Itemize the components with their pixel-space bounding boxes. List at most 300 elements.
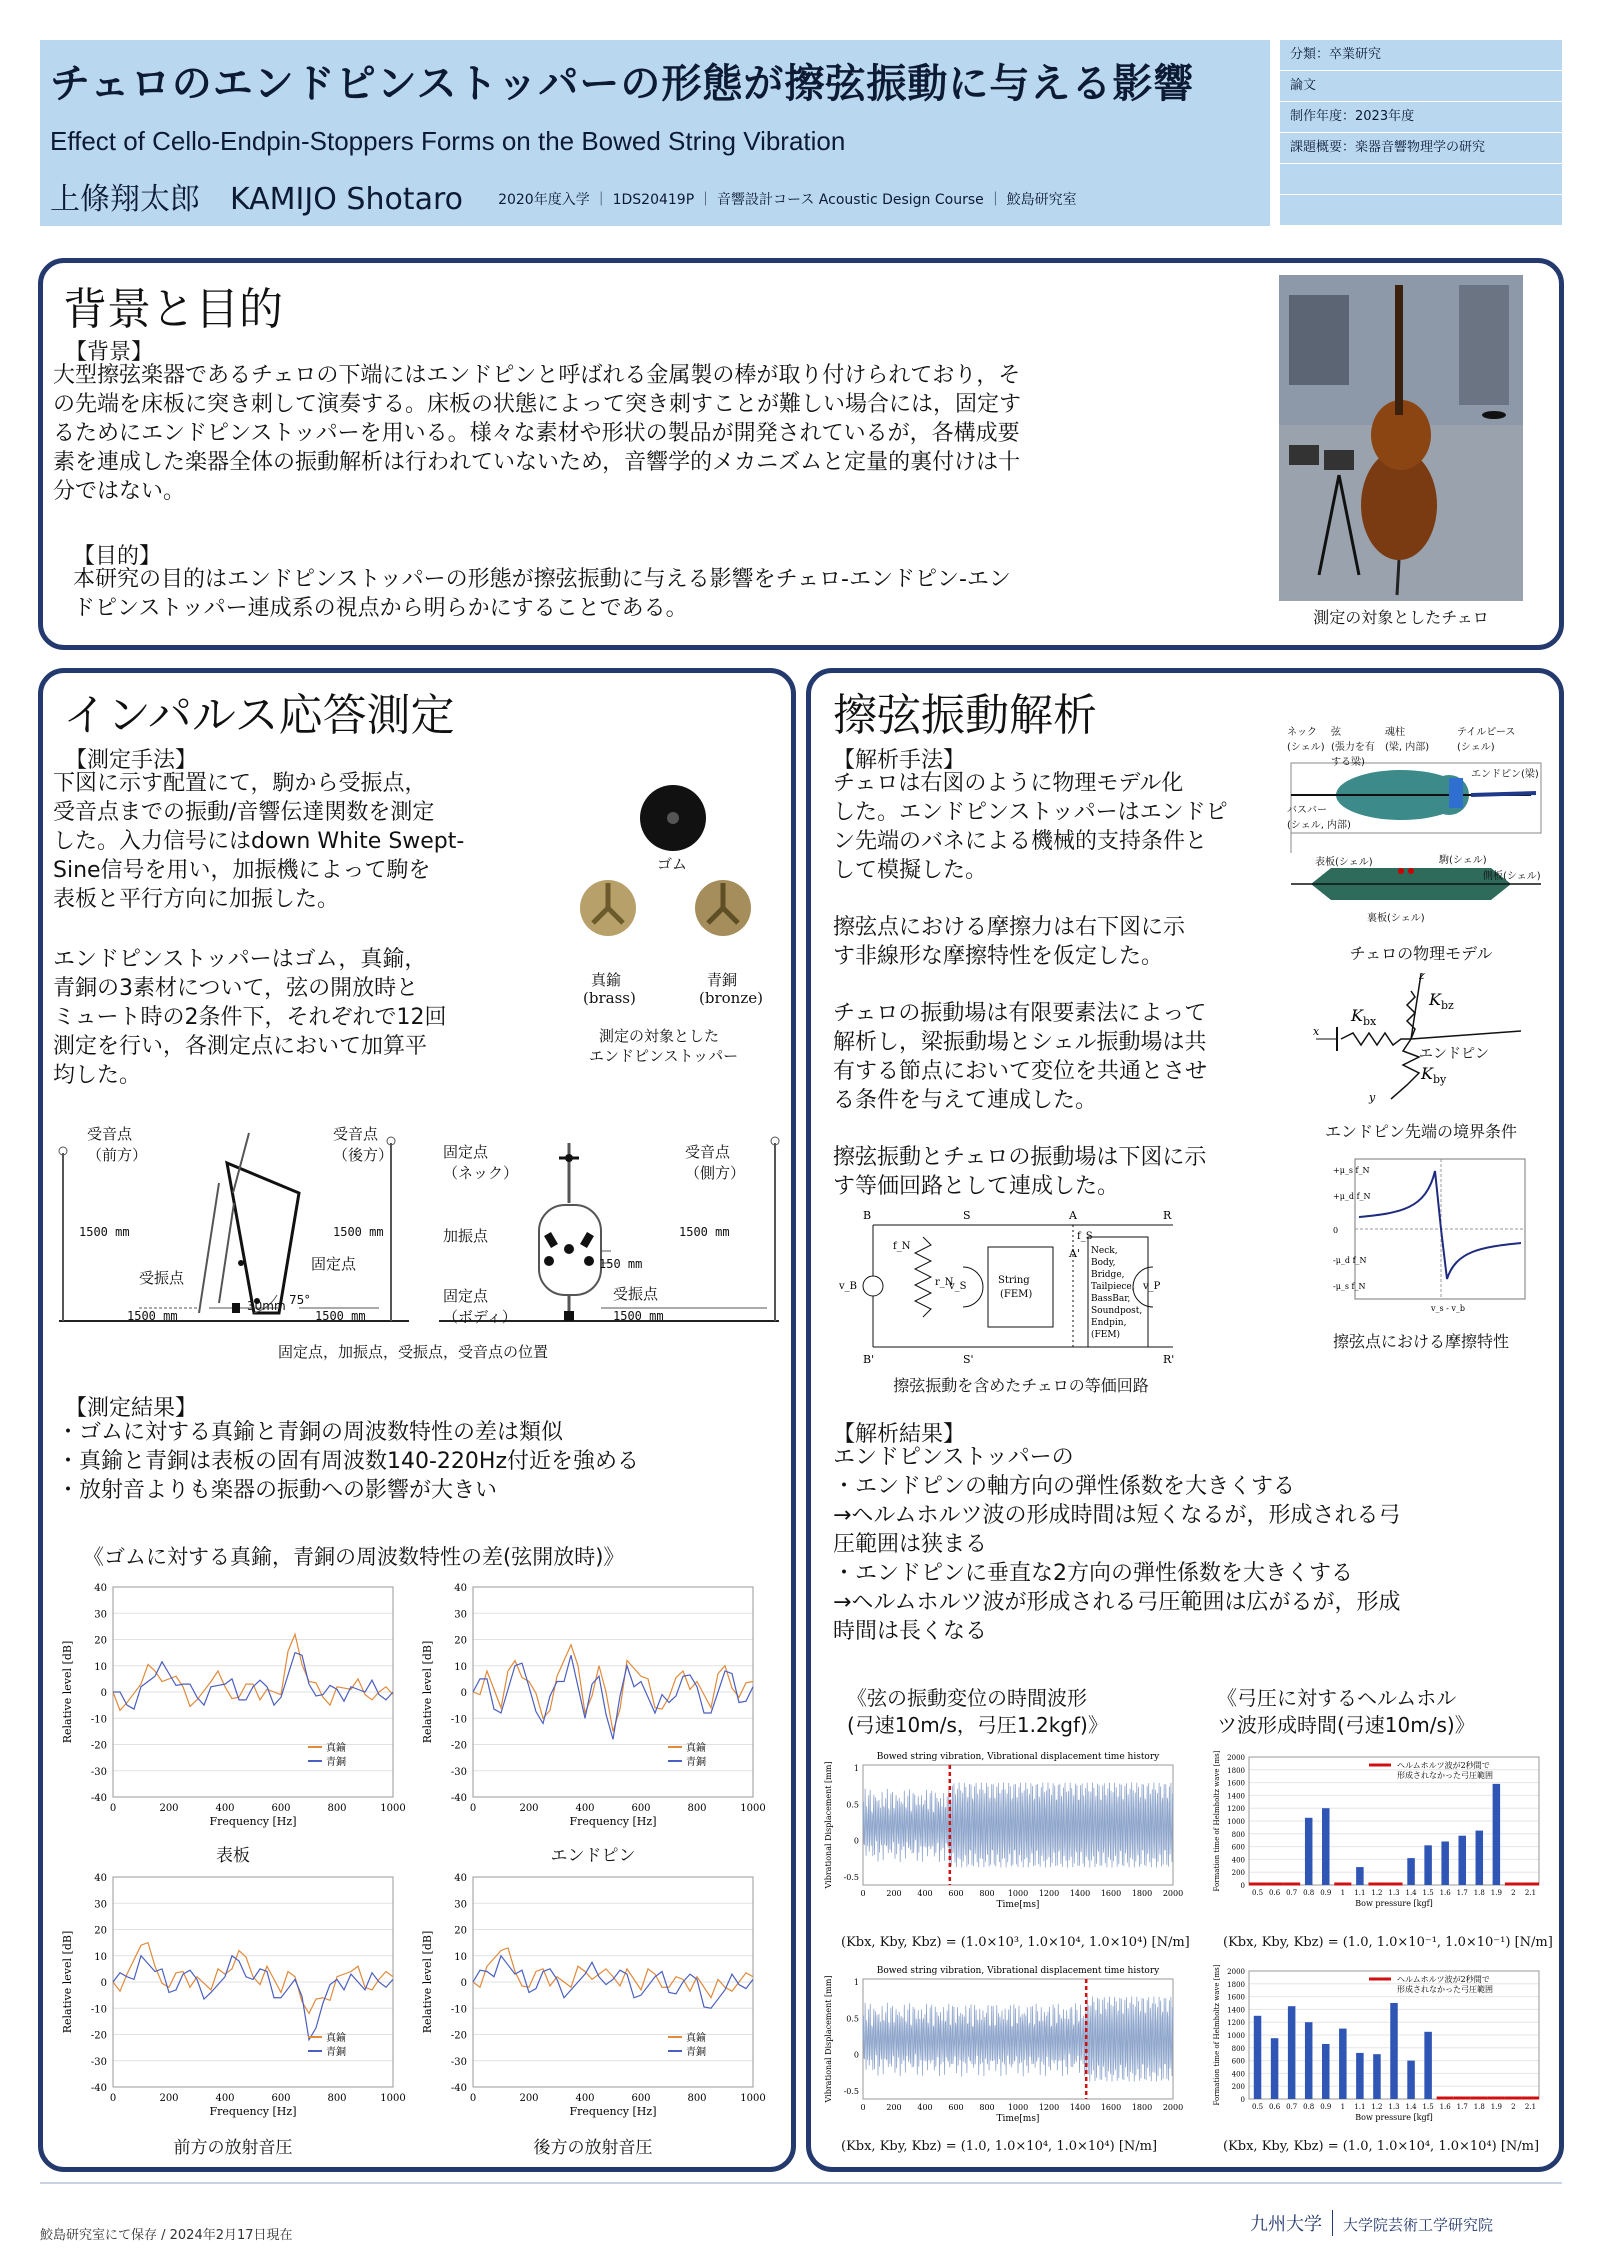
wave-title: Bowed string vibration, Vibrational displacement time history [876,1966,1160,1976]
x-tick-label: 0 [860,1889,866,1898]
svg-text:String: String [998,1275,1030,1286]
x-tick-label: 400 [215,1803,235,1814]
x-axis-label: Frequency [Hz] [569,1815,657,1828]
bowing-panel [806,668,1564,2172]
bar [1424,2032,1432,2099]
bar [1390,2003,1398,2099]
y-tick-label: 0.5 [846,2014,859,2024]
x-tick-label: 200 [519,2093,539,2104]
y-tick-label: 1200 [1227,2019,1245,2028]
x-tick-label: 1.9 [1490,2103,1502,2111]
chart-caption-front-sound: 前方の放射音圧 [173,2138,293,2158]
chart-back-sound [413,1869,766,2133]
dist-d-label: 1500 mm [127,1309,178,1323]
y-tick-label: -40 [90,1793,107,1804]
x-tick-label: 1400 [1069,1889,1091,1898]
x-tick-label: 2 [1511,1889,1516,1897]
x-tick-label: 800 [979,2103,995,2112]
y-tick-label: 0 [853,1836,859,1846]
y-tick-label: 40 [94,1583,107,1594]
stopper-caption-2: エンドピンストッパー [589,1047,739,1065]
y-tick-label: 800 [1231,2044,1245,2053]
impulse-method-line: 下図に示す配置にて，駒から受振点， [53,771,427,796]
y-axis-label: Relative level [dB] [421,1640,434,1744]
chart-top-plate [53,1579,406,1843]
mic-side-label: 受音点 （側方） [685,1143,746,1182]
bar-chart-2 [1211,1959,1551,2139]
y-tick-label: 30 [94,1609,107,1621]
x-tick-label: 600 [948,2103,964,2112]
y-tick-label: 20 [94,1635,107,1647]
bar [1305,2022,1313,2099]
model-soundpost-label: 魂柱 (梁, 内部) [1385,727,1430,753]
y-tick-label: 1800 [1227,1980,1245,1989]
impulse-method2-line: ミュート時の2条件下，それぞれで12回 [53,1005,447,1030]
bowing-p3 [833,999,1263,1115]
fig-right-title [1217,1685,1475,1739]
x-tick-label: 0.6 [1269,2103,1281,2111]
impulse-method-line: 受音点までの振動/音響伝達関数を測定 [53,800,435,825]
x-tick-label: 0 [469,1803,477,1814]
rubber-label: ゴム [657,855,688,873]
circuit-sp-label: S' [963,1353,974,1366]
x-tick-label: 1 [1340,2103,1346,2111]
bowing-p1-line: した。エンドピンストッパーはエンドピ [833,800,1228,825]
y-tick-label: 800 [1231,1830,1245,1839]
y-tick-label: 0 [1240,1882,1245,1890]
bar [1441,1841,1449,1885]
bar [1373,2054,1381,2099]
stopper-caption-1: 測定の対象とした [599,1027,720,1045]
y-axis-label: Vibrational Displacement [mm] [824,1761,833,1889]
y-tick-label: -0.5 [843,2087,859,2097]
university-logo: 九州大学 [1250,2214,1322,2235]
footer-separator [1332,2210,1333,2236]
x-tick-label: 1400 [1069,2103,1091,2112]
legend-label: ヘルムホルツ波が2秒間で [1397,1975,1490,1984]
x-tick-label: 1000 [380,2093,406,2104]
impulse-method-text [53,769,553,914]
y-tick-label: 400 [1231,1856,1245,1865]
legend-label: ヘルムホルツ波が2秒間で [1397,1761,1490,1770]
brass-label: 真鍮 [591,971,622,989]
model-bridge-label: 駒(シェル) [1439,855,1487,866]
svg-text:y: y [1369,1091,1376,1104]
svg-text:v_s - v_b: v_s - v_b [1431,1304,1466,1313]
x-tick-label: 1800 [1131,1889,1153,1898]
x-tick-label: 600 [271,1803,291,1814]
impulse-panel [38,668,796,2172]
x-tick-label: 1000 [1007,1889,1029,1898]
x-tick-label: 1.1 [1354,2103,1366,2111]
x-tick-label: 1000 [740,1803,766,1814]
y-tick-label: 30 [94,1899,107,1911]
dist-b-label: 1500 mm [333,1225,384,1239]
y-tick-label: -30 [90,2056,107,2068]
y-axis-label: Relative level [dB] [61,1640,74,1744]
circuit-a-label: A [1069,1209,1077,1222]
svg-text:v_B: v_B [839,1281,857,1292]
y-tick-label: -40 [450,2083,467,2094]
title-band [40,40,1270,226]
series-line-brass [113,1943,393,2014]
background-panel [38,258,1564,650]
author-info: 2020年度入学 ｜ 1DS20419P ｜ 音響設計コース Acoustic Design Course ｜ 鮫島研究室 [498,192,1077,208]
x-tick-label: 0.6 [1269,1889,1281,1897]
x-tick-label: 1.7 [1456,1889,1468,1897]
circuit-caption: 擦弦振動を含めたチェロの等価回路 [893,1376,1149,1395]
x-tick-label: 0.5 [1251,2103,1264,2111]
svg-text:-μ_s f_N: -μ_s f_N [1333,1282,1366,1291]
y-tick-label: -30 [90,1766,107,1778]
meta-empty-2 [1280,195,1562,225]
x-tick-label: 0.5 [1251,1889,1264,1897]
y-tick-label: -20 [90,1740,107,1752]
svg-text:bz: bz [1441,999,1454,1012]
y-tick-label: 1200 [1227,1805,1245,1814]
bowing-heading: 擦弦振動解析 [833,690,1097,741]
legend-label-brass: 真鍮 [686,1743,706,1754]
aim-line: 本研究の目的はエンドピンストッパーの形態が擦弦振動に与える影響をチェロ-エンドピン-エン [73,567,1011,592]
fig-left-title-line: (弓速10m/s，弓圧1.2kgf)》 [847,1713,1108,1737]
bowing-p1-line: チェロは右図のように物理モデル化 [833,771,1184,796]
fig-right-title-line: ツ波形成時間(弓速10m/s)》 [1217,1713,1475,1737]
background-line: 素を連成した楽器全体の振動解析は行われていないため，音響学的メカニズムと定量的裏付けは十 [53,450,1021,475]
school-logo: 大学院芸術工学研究院 [1343,2216,1494,2234]
impulse-result-line: ・真鍮と青銅は表板の固有周波数140-220Hz付近を強める [57,1449,640,1474]
bowing-results [833,1443,1553,1646]
svg-text:Soundpost,: Soundpost, [1091,1306,1143,1316]
y-axis-label: Relative level [dB] [61,1930,74,2034]
eq3-label: (Kbx, Kby, Kbz) = (1.0, 1.0×10⁴, 1.0×10⁴) [N/m] [841,2139,1158,2154]
legend-label-brass: 真鍮 [326,1743,346,1754]
legend-label: 形成されなかった弓圧範囲 [1397,1985,1493,1994]
bowing-p2 [833,913,1263,971]
y-tick-label: 40 [454,1873,467,1884]
legend-label-bronze: 青銅 [686,1757,706,1768]
brass-en-label: (brass) [583,989,636,1007]
bar [1476,1831,1484,1885]
bowing-method-label: 【解析手法】 [833,748,966,773]
chart-front-sound [53,1869,406,2133]
x-tick-label: 1.8 [1473,1889,1485,1897]
fig-left-title [847,1685,1108,1739]
bowing-p3-line: 有する節点において変位を共通とさせ [833,1059,1208,1084]
x-tick-label: 1.3 [1388,1889,1400,1897]
model-neck-label: ネック (シェル) [1287,727,1325,753]
svg-text:z: z [1419,969,1425,982]
bar [1356,1867,1364,1885]
y-tick-label: 400 [1231,2070,1245,2079]
dist-c-label: 1500 mm [679,1225,730,1239]
bronze-en-label: (bronze) [699,989,763,1007]
svg-text:v_S: v_S [949,1281,967,1292]
bar [1407,2061,1415,2099]
bowing-p1 [833,769,1263,885]
bowing-result-line: ・エンドピンに垂直な2方向の弾性係数を大きくする [833,1561,1353,1586]
impulse-method2-line: 均した。 [53,1063,142,1088]
eq4-label: (Kbx, Kby, Kbz) = (1.0, 1.0×10⁴, 1.0×10⁴) [N/m] [1223,2139,1540,2154]
y-tick-label: 30 [454,1609,467,1621]
y-tick-label: -40 [90,2083,107,2094]
x-tick-label: 0.9 [1320,1889,1332,1897]
bar-chart-1 [1211,1745,1551,1925]
svg-text:(FEM): (FEM) [1091,1330,1121,1340]
svg-text:(FEM): (FEM) [1000,1289,1033,1300]
bowing-result-line: ・エンドピンの軸方向の弾性係数を大きくする [833,1474,1296,1499]
x-tick-label: 1600 [1100,1889,1122,1898]
svg-text:Bridge,: Bridge, [1091,1270,1125,1280]
cello-photo-caption: 測定の対象としたチェロ [1313,608,1489,627]
y-tick-label: -20 [90,2030,107,2042]
x-tick-label: 1200 [1038,1889,1060,1898]
x-tick-label: 400 [575,2093,595,2104]
x-tick-label: 800 [327,2093,347,2104]
x-tick-label: 1600 [1100,2103,1122,2112]
stoppers-illustration [563,783,783,983]
bowing-p1-line: して模擬した。 [833,858,988,883]
x-tick-label: 1.2 [1371,2103,1383,2111]
y-tick-label: -10 [450,1714,467,1726]
x-tick-label: 800 [687,1803,707,1814]
mic-front-label: 受音点 （前方） [87,1125,148,1164]
setup-caption: 固定点，加振点，受振点，受音点の位置 [277,1343,548,1361]
svg-text:+μ_d f_N: +μ_d f_N [1333,1192,1371,1201]
model-back-label: 裏板(シェル) [1367,913,1425,924]
model-endpin-label: エンドピン(梁) [1471,769,1539,780]
fix-neck-label: 固定点 （ネック） [443,1143,519,1182]
svg-text:f_N: f_N [893,1241,911,1252]
freq-chart-back-sound [413,1869,766,2129]
y-tick-label: 20 [94,1925,107,1937]
y-axis-label: Relative level [dB] [421,1930,434,2034]
d30-label: 30mm [247,1299,286,1313]
title-jp: チェロのエンドピンストッパーの形態が擦弦振動に与える影響 [50,61,1195,107]
x-tick-label: 2000 [1162,2103,1184,2112]
x-tick-label: 0 [469,2093,477,2104]
x-tick-label: 1200 [1038,2103,1060,2112]
impulse-method-line: 表板と平行方向に加振した。 [53,887,340,912]
x-tick-label: 1.9 [1490,1889,1502,1897]
x-tick-label: 1.7 [1456,2103,1468,2111]
bar [1271,2038,1279,2099]
legend-label-brass: 真鍮 [326,2033,346,2044]
y-tick-label: -10 [450,2004,467,2016]
footer-line [40,2182,1562,2184]
x-tick-label: 200 [886,2103,902,2112]
friction-figure [1331,1151,1531,1321]
background-line: 大型擦弦楽器であるチェロの下端にはエンドピンと呼ばれる金属製の棒が取り付けられており，そ [53,363,1021,388]
x-tick-label: 1.3 [1388,2103,1400,2111]
poster-header [40,40,1562,226]
x-axis-label: Frequency [Hz] [209,2105,297,2118]
svg-text:Body,: Body, [1091,1258,1116,1268]
y-tick-label: 1800 [1227,1766,1245,1775]
y-tick-label: -10 [90,1714,107,1726]
legend-label-brass: 真鍮 [686,2033,706,2044]
x-axis-label: Frequency [Hz] [569,2105,657,2118]
meta-box [1280,40,1562,226]
bowing-p2-line: す非線形な摩擦特性を仮定した。 [833,944,1164,969]
x-tick-label: 1.8 [1473,2103,1485,2111]
y-tick-label: 10 [94,1951,107,1963]
bowing-p1-line: ン先端のバネによる機械的支持条件と [833,829,1208,854]
x-tick-label: 1.6 [1439,2103,1451,2111]
y-axis-label: Formation time of Helmholtz wave [ms] [1213,1750,1221,1892]
y-tick-label: 600 [1231,1843,1245,1852]
x-axis-label: Bow pressure [kgf] [1355,1899,1433,1908]
y-tick-label: 40 [94,1873,107,1884]
meta-year: 制作年度：2023年度 [1280,102,1562,132]
footer-right [1250,2210,1493,2236]
y-tick-label: 10 [94,1661,107,1673]
bowing-result-line: 時間は長くなる [833,1619,988,1644]
x-axis-label: Bow pressure [kgf] [1355,2113,1433,2122]
bowing-p4-line: 擦弦振動とチェロの振動場は下図に示 [833,1145,1207,1170]
x-tick-label: 0.9 [1320,2103,1332,2111]
impulse-heading: インパルス応答測定 [63,690,455,741]
x-tick-label: 600 [631,2093,651,2104]
bowing-p3-line: る条件を与えて連成した。 [833,1088,1098,1113]
impulse-results [57,1418,777,1505]
background-line: の先端を床板に突き刺して演奏する。床板の状態によって突き刺すことが難しい場合には，固定す [53,392,1022,417]
freq-chart-top-plate [53,1579,406,1839]
fix-label: 固定点 [311,1255,357,1273]
background-label: 【背景】 [65,340,154,365]
model-top-label: 表板(シェル) [1315,857,1373,868]
x-tick-label: 2 [1511,2103,1516,2111]
fig-right-title-line: 《弓圧に対するヘルムホル [1217,1686,1457,1710]
y-tick-label: 2000 [1227,1968,1245,1976]
aim-label: 【目的】 [73,544,162,569]
waveform-chart-2 [821,1959,1191,2139]
background-text [53,361,1273,506]
bowing-result-line: →ヘルムホルツ波が形成される弓圧範囲は広がるが，形成 [833,1590,1401,1615]
angle-label: 75° [289,1293,311,1307]
x-tick-label: 400 [215,2093,235,2104]
aim-line: ドピンストッパー連成系の視点から明らかにすることである。 [73,596,688,621]
x-tick-label: 1 [1340,1889,1346,1897]
svg-text:K: K [1351,1006,1363,1025]
impulse-result-line: ・放射音よりも楽器の振動への影響が大きい [57,1478,498,1503]
x-tick-label: 0.7 [1286,2103,1298,2111]
y-tick-label: 1400 [1227,2006,1245,2015]
fix-body-label: 固定点 （ボディ） [443,1287,517,1326]
x-tick-label: 2000 [1162,1889,1184,1898]
model-caption: チェロの物理モデル [1349,944,1493,963]
x-tick-label: 1.5 [1422,1889,1434,1897]
x-tick-label: 0 [109,2093,117,2104]
bar [1288,2006,1296,2099]
impulse-chart-title: 《ゴムに対する真鍮，青銅の周波数特性の差(弦開放時)》 [83,1545,625,1569]
bowing-p4 [833,1143,1263,1201]
bowing-result-line: 圧範囲は狭まる [833,1532,988,1557]
bowing-p4-line: す等価回路として連成した。 [833,1174,1120,1199]
wave-title: Bowed string vibration, Vibrational displacement time history [876,1752,1160,1762]
x-tick-label: 1000 [1007,2103,1029,2112]
meta-summary: 課題概要：楽器音響物理学の研究 [1280,133,1562,163]
svg-text:Endpin,: Endpin, [1091,1318,1127,1328]
circuit-figure [833,1207,1193,1367]
series-line-bronze [113,1956,393,2040]
svg-text:r_N: r_N [935,1277,954,1288]
y-tick-label: 1600 [1227,1993,1245,2002]
impulse-method-line: した。入力信号にはdown White Swept- [53,829,465,854]
meta-category: 分類：卒業研究 [1280,40,1562,70]
dist-e-label: 1500 mm [315,1309,366,1323]
y-tick-label: 0 [100,1978,107,1989]
x-tick-label: 0.8 [1303,2103,1315,2111]
waveform-chart-1 [821,1745,1191,1925]
y-tick-label: 20 [454,1925,467,1937]
bar [1305,1818,1313,1885]
x-tick-label: 200 [886,1889,902,1898]
circuit-b-label: B [863,1209,872,1222]
mic-back-label: 受音点 （後方） [333,1125,394,1164]
y-tick-label: 0 [460,1978,467,1989]
chart-endpin [413,1579,766,1843]
svg-text:Tailpiece,: Tailpiece, [1091,1282,1135,1292]
svg-text:BassBar,: BassBar, [1091,1294,1131,1304]
x-tick-label: 600 [631,1803,651,1814]
friction-caption: 擦弦点における摩擦特性 [1332,1332,1509,1351]
svg-text:x: x [1313,1025,1320,1038]
legend-label-bronze: 青銅 [326,1757,346,1768]
x-tick-label: 800 [687,2093,707,2104]
y-tick-label: 1000 [1227,1818,1245,1826]
y-tick-label: 1 [853,1764,859,1773]
boundary-figure [1311,969,1531,1109]
setup-diagram [49,1123,789,1333]
chart-caption-endpin: エンドピン [550,1846,636,1866]
dist-a-label: 1500 mm [79,1225,130,1239]
model-bassbar-label: バスバー (シェル, 内部) [1287,805,1351,831]
x-tick-label: 600 [271,2093,291,2104]
x-tick-label: 1.4 [1405,2103,1417,2111]
circuit-rp-label: R' [1163,1353,1175,1366]
y-tick-label: 600 [1231,2057,1245,2066]
x-tick-label: 1.4 [1405,1889,1417,1897]
series-line-bronze [113,1653,393,1709]
bronze-label: 青銅 [707,971,738,989]
series-line-brass [113,1634,393,1710]
y-tick-label: 0 [853,2050,859,2060]
x-tick-label: 400 [917,2103,933,2112]
freq-chart-front-sound [53,1869,406,2129]
excite-label: 加振点 [443,1227,489,1245]
x-tick-label: 2.1 [1524,1889,1537,1897]
meta-type: 論文 [1280,71,1562,101]
y-tick-label: 1000 [1227,2032,1245,2040]
y-tick-label: 0.5 [846,1800,859,1810]
x-tick-label: 1.5 [1422,2103,1434,2111]
x-tick-label: 1.2 [1371,1889,1383,1897]
author-name: 上條翔太郎 KAMIJO Shotaro [50,182,463,217]
bar [1493,1784,1501,1885]
x-tick-label: 0 [860,2103,866,2112]
x-tick-label: 800 [979,1889,995,1898]
y-tick-label: 200 [1231,1869,1245,1878]
title-en: Effect of Cello-Endpin-Stoppers Forms on the Bowed String Vibration [50,126,846,156]
background-line: 分ではない。 [53,479,186,504]
y-tick-label: 40 [454,1583,467,1594]
y-tick-label: -40 [450,1793,467,1804]
y-tick-label: -30 [450,1766,467,1778]
svg-text:K: K [1421,1064,1433,1083]
bowing-result-label: 【解析結果】 [833,1422,966,1447]
bar [1424,1845,1432,1885]
chart-caption-back-sound: 後方の放射音圧 [533,2138,653,2158]
